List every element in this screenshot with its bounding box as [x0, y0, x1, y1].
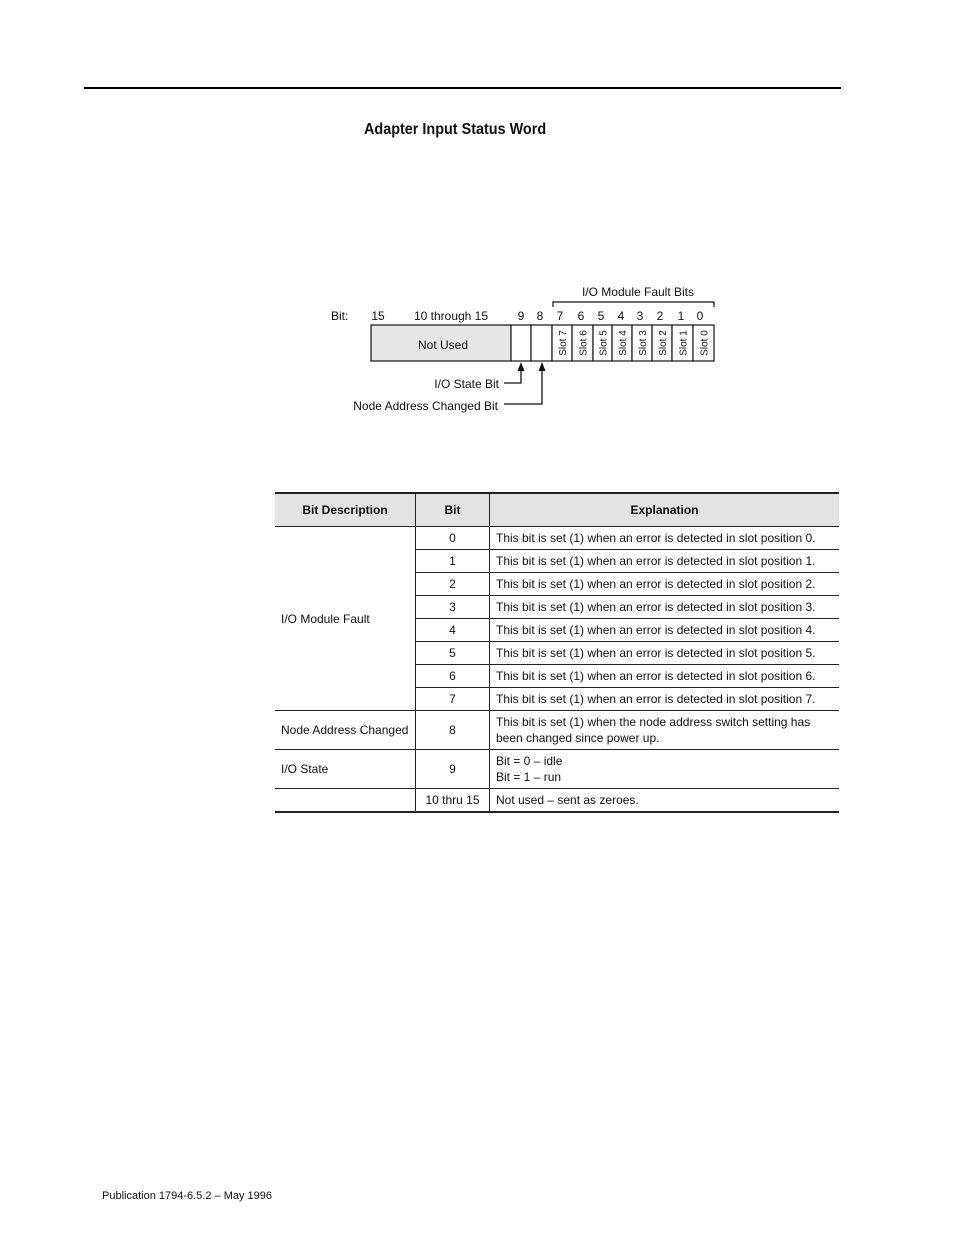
bit-cell: 3 [416, 596, 490, 619]
bit-cell: 8 [416, 711, 490, 750]
slot-label: Slot 5 [598, 330, 610, 356]
slot-label: Slot 0 [699, 330, 711, 356]
header-explanation: Explanation [490, 493, 840, 527]
fault-bits-label: I/O Module Fault Bits [581, 285, 695, 299]
table-row [275, 789, 839, 813]
io-state-bit-label: I/O State Bit [434, 377, 499, 391]
explanation-cell: This bit is set (1) when an error is detected in slot position 7. [490, 688, 840, 711]
bit-number-1: 1 [677, 309, 685, 323]
slot-label: Slot 7 [558, 330, 569, 356]
publication-footer: Publication 1794-6.5.2 – May 1996 [102, 1190, 273, 1202]
header-bit-description: Bit Description [275, 493, 416, 527]
explanation-cell: This bit is set (1) when an error is detected in slot position 2. [490, 573, 840, 596]
explanation-cell: This bit is set (1) when the node address switch setting has been changed since power up. [490, 711, 840, 750]
slot-label: Slot 4 [618, 330, 629, 356]
bit-cell: 0 [416, 527, 490, 550]
bit-number-8: 8 [536, 309, 544, 323]
slot-label: Slot 2 [658, 330, 669, 356]
bit-cell: 2 [416, 573, 490, 596]
bit-number-4: 4 [617, 309, 625, 323]
bit-cell: 6 [416, 665, 490, 688]
io-state-run-line: Bit = 1 – run [496, 770, 562, 784]
bit-number-7: 7 [556, 309, 564, 323]
io-state-idle-line: Bit = 0 – idle [496, 754, 563, 768]
bit-description-table [275, 492, 839, 813]
header-bit: Bit [416, 493, 490, 527]
table-row [275, 750, 839, 789]
explanation-cell: This bit is set (1) when an error is detected in slot position 6. [490, 665, 840, 688]
explanation-cell [490, 750, 840, 789]
io-state-arrowhead [518, 362, 525, 371]
explanation-cell: This bit is set (1) when an error is detected in slot position 1. [490, 550, 840, 573]
table-row [275, 527, 839, 550]
table-row [275, 711, 839, 750]
status-word-diagram [0, 0, 954, 440]
fault-bits-bracket [553, 302, 714, 307]
explanation-cell: This bit is set (1) when an error is detected in slot position 4. [490, 619, 840, 642]
bit-number-9: 9 [517, 309, 525, 323]
io-state-arrow-line [504, 370, 521, 383]
slot-label: Slot 3 [638, 330, 649, 356]
bit-9-cell [511, 325, 531, 361]
bit-label: Bit: [331, 309, 349, 323]
node-address-arrow-line [504, 370, 542, 404]
slot-label: Slot 1 [678, 330, 690, 356]
explanation-cell: This bit is set (1) when an error is detected in slot position 0. [490, 527, 840, 550]
bit-cell: 4 [416, 619, 490, 642]
bit-cell: 10 thru 15 [416, 789, 490, 813]
bit-number-0: 0 [696, 309, 704, 323]
bit-number-5: 5 [597, 309, 605, 323]
bit-number-15: 15 [371, 309, 385, 323]
node-address-bit-label: Node Address Changed Bit [353, 399, 498, 413]
bit-number-range: 10 through 15 [413, 309, 489, 323]
table-header-row [275, 493, 839, 527]
section-title: Adapter Input Status Word [364, 121, 547, 138]
explanation-cell: Not used – sent as zeroes. [490, 789, 840, 813]
not-used-label: Not Used [417, 338, 469, 352]
explanation-cell: This bit is set (1) when an error is detected in slot position 3. [490, 596, 840, 619]
bit-number-2: 2 [656, 309, 664, 323]
group-unused [275, 789, 416, 813]
bit-number-3: 3 [636, 309, 644, 323]
bit-cell: 7 [416, 688, 490, 711]
group-io-module-fault: I/O Module Fault [275, 527, 416, 711]
slot-label: Slot 6 [578, 330, 590, 356]
bit-cell: 1 [416, 550, 490, 573]
node-address-arrowhead [539, 362, 546, 371]
group-io-state: I/O State [275, 750, 416, 789]
explanation-cell: This bit is set (1) when an error is detected in slot position 5. [490, 642, 840, 665]
group-node-address-changed: Node Address Changed [275, 711, 416, 750]
bit-number-6: 6 [577, 309, 585, 323]
slot-cells [552, 325, 714, 361]
bit-8-cell [531, 325, 552, 361]
bit-cell: 5 [416, 642, 490, 665]
bit-cell: 9 [416, 750, 490, 789]
